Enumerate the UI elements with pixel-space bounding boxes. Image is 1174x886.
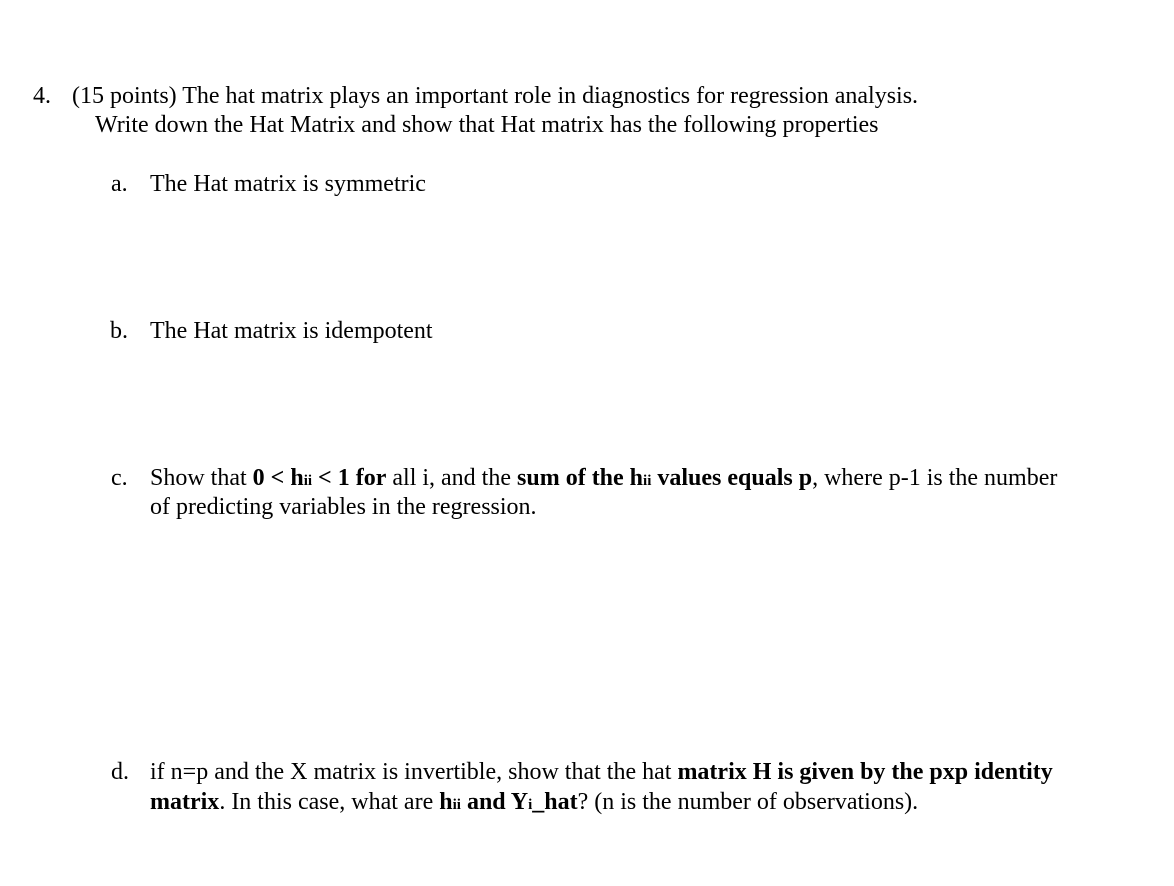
item-c-text-line2: of predicting variables in the regression. — [150, 494, 537, 520]
question-number: 4. — [33, 83, 51, 109]
item-d-part: . In this case, what are — [219, 789, 440, 815]
item-d-part: ? (n is the number of observations). — [577, 789, 919, 815]
item-d-text-line2 — [150, 787, 918, 820]
item-d-subscript: i — [528, 797, 533, 813]
item-c-part: , where p-1 is the number — [812, 465, 1058, 491]
item-b-text: The Hat matrix is idempotent — [150, 318, 433, 344]
item-c-label: c. — [111, 465, 128, 491]
item-d-text-line1 — [150, 757, 1053, 787]
item-d-bold-and-y: and Y — [460, 789, 529, 815]
item-d-part: if n=p and the X matrix is invertible, show that the hat — [150, 759, 678, 785]
item-c-subscript: ii — [643, 473, 652, 489]
item-d-label: d. — [111, 759, 129, 785]
item-c-bold-inequality: 0 < h — [252, 465, 304, 491]
item-c-bold-inequality-end: < 1 for — [312, 465, 387, 491]
question-text-line2: Write down the Hat Matrix and show that Hat matrix has the following properties — [95, 112, 879, 138]
item-c-part: Show that — [150, 465, 253, 491]
item-c-subscript: ii — [303, 473, 313, 489]
item-c-bold-equals: values equals p — [651, 465, 813, 491]
item-d-bold-h: h — [439, 789, 453, 815]
item-d-bold-matrix: matrix — [150, 789, 220, 815]
item-b-label: b. — [110, 318, 128, 344]
item-a-label: a. — [111, 171, 128, 197]
item-d-bold-identity: matrix H is given by the pxp identity — [677, 759, 1053, 785]
item-d-subscript: ii — [452, 797, 461, 813]
item-c-part: all i, and the — [386, 465, 518, 491]
item-c-bold-sum: sum of the h — [517, 465, 644, 491]
item-d-bold-hat: _hat — [532, 789, 578, 815]
question-text-line1: (15 points) The hat matrix plays an important role in diagnostics for regression analysis. — [72, 83, 919, 109]
item-a-text: The Hat matrix is symmetric — [150, 171, 426, 197]
